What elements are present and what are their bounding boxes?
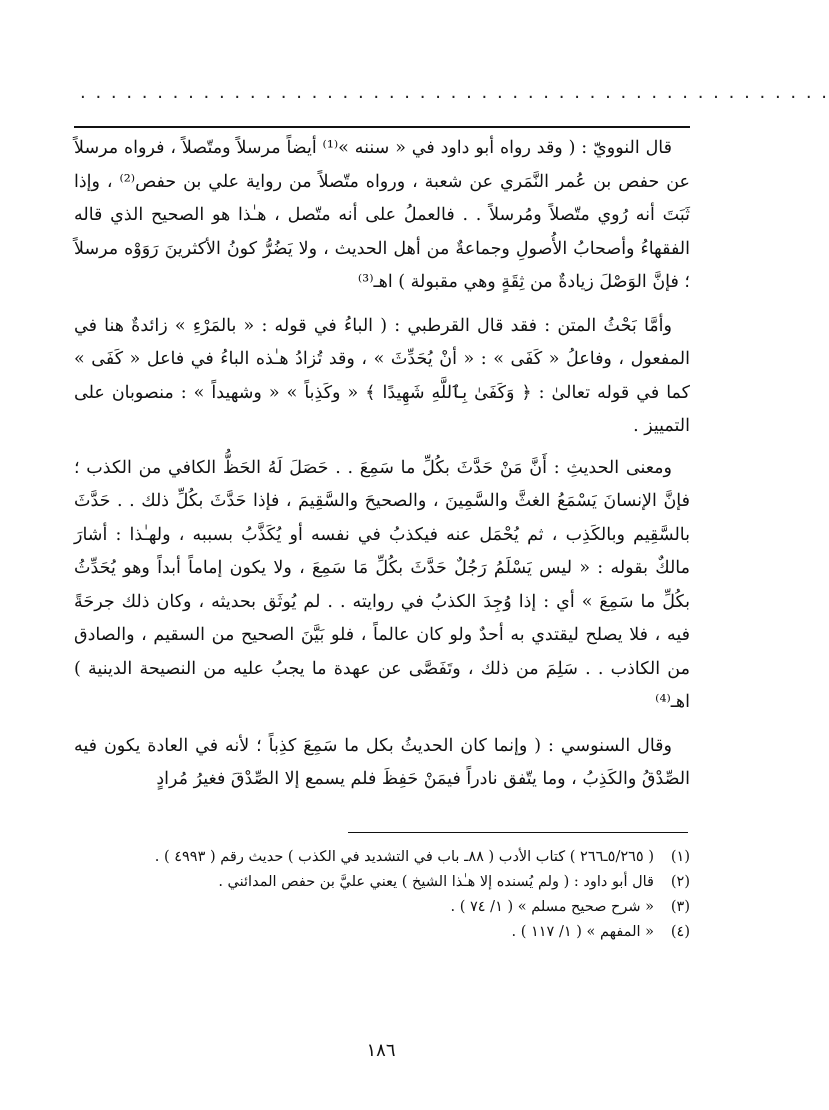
footnote-number: (٤) — [670, 924, 690, 940]
footnote — [74, 845, 690, 870]
footnote-number: (١) — [670, 849, 690, 865]
footnote — [74, 870, 690, 895]
footnotes — [74, 845, 690, 945]
header-rule — [74, 126, 690, 128]
footnote-text: قال أبو داود : ( ولم يُسنده إلا هـٰذا الشيخ ) يعني عليَّ بن حفص المدائني . — [218, 874, 654, 890]
footnote-text: « المفهم » ( ١/ ١١٧ ) . — [511, 924, 654, 940]
footnote — [74, 895, 690, 920]
footnote-text: « شرح صحيح مسلم » ( ١/ ٧٤ ) . — [450, 899, 654, 915]
paragraph-sanusi: وقال السنوسي : ( وإنما كان الحديثُ بكل ما سَمِعَ كذِباً ؛ لأنه في العادة يكون فيه الصِّدْقُ والكَذِبُ ، وما يتّفق نادراً فيمَنْ حَفِظَ فلم يسمع إلا الصِّدْقَ فغيرُ مُرادٍ — [74, 735, 690, 789]
footnote-number: (٣) — [670, 899, 690, 915]
footnote — [74, 920, 690, 945]
paragraph-qurtubi: وأمَّا بَحْثُ المتن : فقد قال القرطبي : ( الباءُ في قوله : « بالمَرْءِ » زائدةٌ هنا في المفعول ، وفاعلُ « كَفَى » : « أنْ يُحَدِّثَ » ، وقد تُزادُ هـٰذه الباءُ في فاعل « كَفَى » كما في قوله تعالىٰ : ﴿ وَكَفَىٰ بِٱللَّهِ شَهِيدًا ﴾ « وكَذِباً » « وشهيداً » : منصوبان على التمييز . — [74, 315, 690, 436]
page-number: ١٨٦ — [366, 1040, 396, 1061]
footnote-rule — [348, 832, 688, 833]
header-dotted-line: . . . . . . . . . . . . . . . . . . . . . . . . . . . . . . . . . . . . . . . . . . . . . . . . . — [80, 82, 829, 103]
paragraph-meaning: ومعنى الحديثِ : أَنَّ مَنْ حَدَّثَ بكُلِّ ما سَمِعَ . . حَصَلَ لَهُ الحَظُّ الكافي من الكذب ؛ فإنَّ الإنسانَ يَسْمَعُ الغثَّ والسَّمِينَ ، والصحيحَ والسَّقِيمَ ، فإذا حَدَّثَ بكُلِّ ذلك . . حَدَّثَ بالسَّقِيم وبالكَذِب ، ثم يُحْمَل عنه فيكذبُ في نفسه أو يُكَذَّبُ بسببه ، ولهـٰذا : أشارَ مالكٌ بقوله : « ليس يَسْلَمُ رَجُلٌ حَدَّثَ بكُلِّ مَا سَمِعَ ، ولا يكون إماماً أبداً وهو يُحَدِّثُ بكُلِّ ما سَمِعَ » أي : إذا وُجِدَ الكذبُ في روايته . . لم يُوثَق بحديثه ، وكان ذلك جرحَةً فيه ، فلا يصلح ليقتدي به أحدٌ ولو كان عالماً ، فلو بَيَّنَ الصحيح من السقيم ، والصادق من الكاذب . . سَلِمَ من ذلك ، وتَفَصَّى عن عهدة ما يجبُ عليه من النصيحة الدينية ) اهـ⁽⁴⁾ — [74, 457, 690, 712]
footnote-number: (٢) — [670, 874, 690, 890]
main-text — [74, 132, 690, 807]
paragraph-nawawi: قال النوويّ : ( وقد رواه أبو داود في « سننه »⁽¹⁾ أيضاً مرسلاً ومتّصلاً ، فرواه مرسلاً عن حفص بن عُمر النَّمَري عن شعبة ، ورواه متّصلاً من رواية علي بن حفص⁽²⁾ ، وإذا ثَبَتَ أنه رُوي متّصلاً ومُرسلاً . . فالعملُ على أنه متّصل ، هـٰذا هو الصحيح الذي قاله الفقهاءُ وأصحابُ الأُصولِ وجماعةٌ من أهل الحديث ، ولا يَضُرُّ كونُ الأكثرينَ رَوَوْه مرسلاً ؛ فإنَّ الوَصْلَ زيادةٌ من ثِقَةٍ وهي مقبولة ) اهـ⁽³⁾ — [74, 138, 690, 292]
footnote-text: ( ٥/٢٦٥ـ٢٦٦ ) كتاب الأدب ( ٨٨ـ باب في التشديد في الكذب ) حديث رقم ( ٤٩٩٣ ) . — [154, 849, 654, 865]
